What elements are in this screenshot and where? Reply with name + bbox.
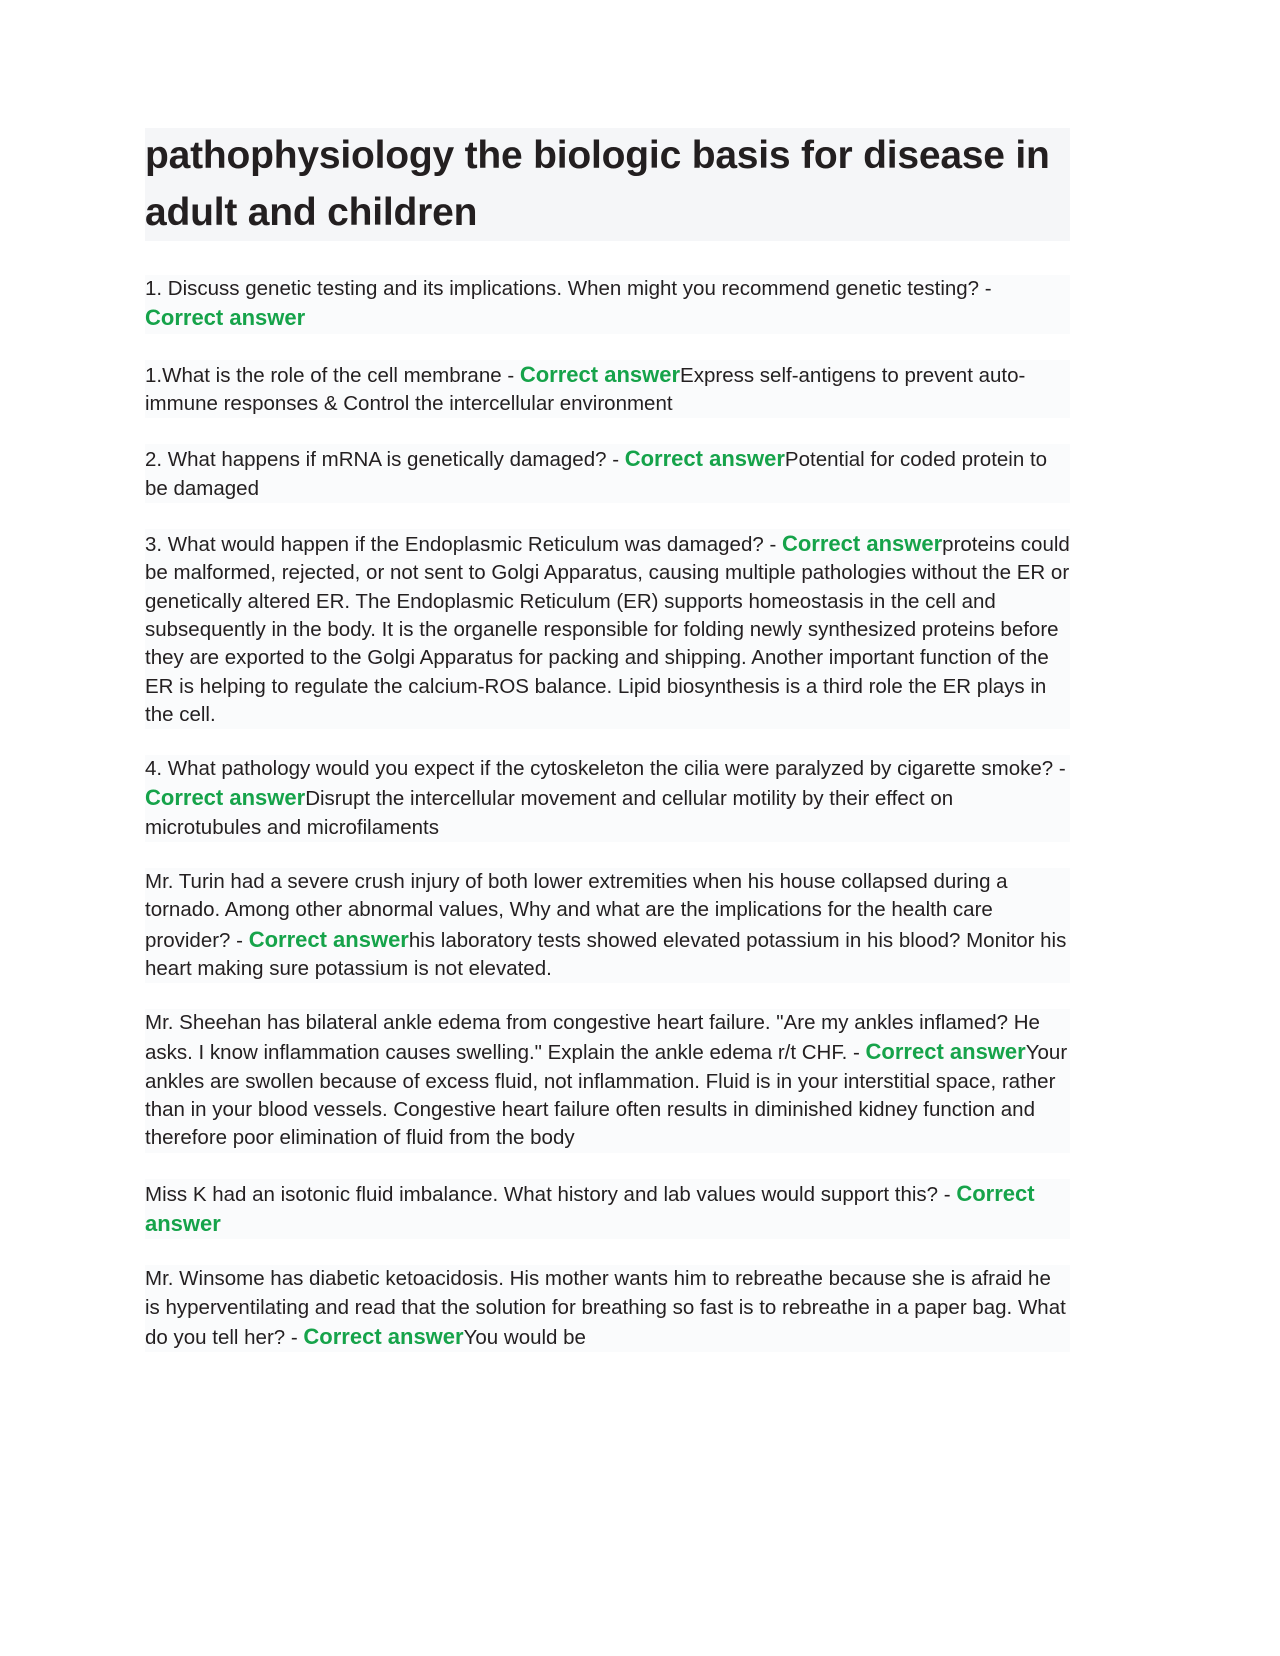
question-answer-separator: - xyxy=(1053,757,1066,781)
question-text: 2. What happens if mRNA is genetically damaged? xyxy=(145,448,607,472)
correct-answer-tag: Correct answer xyxy=(145,305,306,331)
answer-text: his laboratory tests showed elevated potassium in his blood? Monitor his heart making sure potassium is not elevated. xyxy=(145,928,1067,980)
qa-block xyxy=(145,1265,1070,1352)
answer-text: proteins could be malformed, rejected, or not sent to Golgi Apparatus, causing multiple pathologies without the ER or genetically altered ER. The Endoplasmic Reticulum (ER) supports homeostasis in the cell and subsequently in the body. It is the organelle responsible for folding newly synthesized proteins before they are exported to the Golgi Apparatus for packing and shipping. Another important function of the ER is helping to regulate the calcium-ROS balance. Lipid biosynthesis is a third role the ER plays in the cell. xyxy=(145,533,1070,726)
correct-answer-tag: Correct answer xyxy=(865,1039,1026,1065)
question-answer-separator: - xyxy=(501,363,520,387)
correct-answer-tag: Correct answer xyxy=(519,361,681,387)
qa-block xyxy=(145,1179,1070,1240)
question-answer-separator: - xyxy=(285,1325,304,1349)
answer-text: Disrupt the intercellular movement and cellular motility by their effect on microtubules and microfilaments xyxy=(145,787,954,839)
qa-block xyxy=(145,755,1070,842)
qa-block xyxy=(145,360,1070,419)
answer-text: Your ankles are swollen because of excess fluid, not inflammation. Fluid is in your interstitial space, rather than in your blood vessels. Congestive heart failure often results in diminished kidney function and therefore poor elimination of fluid from the body xyxy=(145,1041,1068,1150)
qa-block xyxy=(145,868,1070,983)
question-answer-separator: - xyxy=(847,1041,866,1065)
question-answer-separator: - xyxy=(979,277,992,301)
question-text: Mr. Winsome has diabetic ketoacidosis. His mother wants him to rebreathe because she is afraid he is hyperventilating and read that the solution for breathing so fast is to rebreathe in a paper bag. What do you tell her? xyxy=(145,1267,1066,1349)
question-text: 3. What would happen if the Endoplasmic Reticulum was damaged? xyxy=(145,533,764,557)
correct-answer-tag: Correct answer xyxy=(781,531,943,557)
question-text: 1.What is the role of the cell membrane xyxy=(145,363,502,387)
qa-block xyxy=(145,529,1070,729)
question-text: Mr. Sheehan has bilateral ankle edema from congestive heart failure. "Are my ankles inflamed? He asks. I know inflammation causes swelling." Explain the ankle edema r/t CHF. xyxy=(145,1011,1040,1065)
correct-answer-tag: Correct answer xyxy=(248,926,409,952)
correct-answer-tag: Correct answer xyxy=(303,1323,464,1349)
correct-answer-tag: Correct answer xyxy=(145,785,306,811)
qa-block xyxy=(145,444,1070,503)
question-text: 4. What pathology would you expect if the cytoskeleton the cilia were paralyzed by cigarette smoke? xyxy=(145,757,1054,781)
answer-text: Express self-antigens to prevent auto-immune responses & Control the intercellular environment xyxy=(145,363,1026,416)
question-answer-separator: - xyxy=(938,1182,957,1206)
answer-text: You would be xyxy=(463,1325,586,1349)
question-text: 1. Discuss genetic testing and its implications. When might you recommend genetic testing? xyxy=(145,277,980,301)
question-answer-separator: - xyxy=(606,448,625,472)
page-title: pathophysiology the biologic basis for disease in adult and children xyxy=(145,128,1070,241)
correct-answer-tag: Correct answer xyxy=(145,1180,1035,1237)
question-text: Mr. Turin had a severe crush injury of both lower extremities when his house collapsed during a tornado. Among other abnormal values, Why and what are the implications for the health care provider? xyxy=(145,869,1008,952)
qa-list xyxy=(145,275,1135,1352)
qa-block xyxy=(145,275,1070,334)
correct-answer-tag: Correct answer xyxy=(624,446,785,472)
qa-block xyxy=(145,1009,1070,1152)
answer-text: Potential for coded protein to be damaged xyxy=(145,448,1048,500)
question-text: Miss K had an isotonic fluid imbalance. What history and lab values would support this? xyxy=(145,1182,939,1206)
question-answer-separator: - xyxy=(230,928,249,952)
question-answer-separator: - xyxy=(763,533,782,557)
